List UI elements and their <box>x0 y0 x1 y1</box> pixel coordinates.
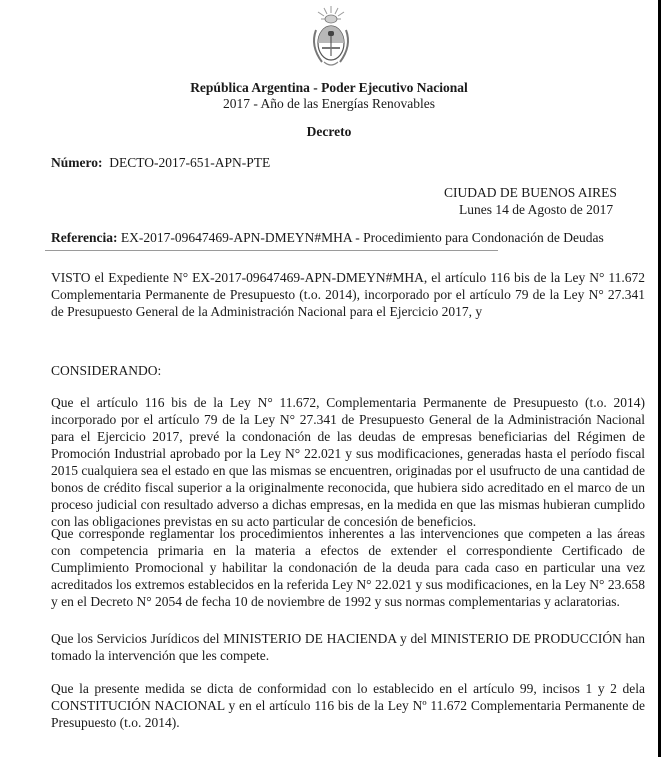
considerando-heading: CONSIDERANDO: <box>51 363 162 378</box>
city: CIUDAD DE BUENOS AIRES <box>444 185 617 200</box>
document-date: Lunes 14 de Agosto de 2017 <box>459 202 614 217</box>
referencia-value: EX-2017-09647469-APN-DMEYN#MHA - Procedimiento para Condonación de Deudas <box>120 230 604 245</box>
considerando-paragraph: Que los Servicios Jurídicos del MINISTERIO DE HACIENDA y del MINISTERIO DE PRODUCCIÓN han tomado la intervención que les compete. <box>51 631 645 663</box>
referencia-label: Referencia: <box>51 230 118 245</box>
considerando-paragraph: Que la presente medida se dicta de conformidad con lo establecido en el artículo 99, incisos 1 y 2 dela CONSTITUCIÓN NACIONAL y en el artículo 116 bis de la Ley Nº 11.672 Complementaria Permanente de Presupuesto (t.o. 2014). <box>51 681 645 730</box>
header-title: República Argentina - Poder Ejecutivo Nacional <box>190 80 468 95</box>
numero-value: DECTO-2017-651-APN-PTE <box>109 155 271 170</box>
argentina-coat-of-arms-icon <box>308 4 354 70</box>
visto-paragraph: VISTO el Expediente N° EX-2017-09647469-APN-DMEYN#MHA, el artículo 116 bis de la Ley N° 11.672 Complementaria Permanente de Presupuesto (t.o. 2014), incorporado por el artículo 79 de la Ley N° 27.341 de Presupuesto General de la Administración Nacional para el Ejercicio 2017, y <box>51 270 645 319</box>
document-number <box>51 155 270 171</box>
document-type: Decreto <box>306 124 352 139</box>
considerando-paragraph: Que corresponde reglamentar los procedimientos inherentes a las intervenciones que competen a las áreas con competencia primaria en la materia a efectos de extender el correspondiente Certificado de Cumplimiento Promocional y habilitar la condonación de la deuda para cada caso en particular una vez acreditados los extremos establecidos en la referida Ley N° 22.021 y sus modificaciones, en la Ley N° 23.658 y en el Decreto N° 2054 de fecha 10 de noviembre de 1992 y sus normas complementarias y aclaratorias. <box>51 526 645 609</box>
divider <box>45 250 498 251</box>
referencia <box>51 230 604 246</box>
numero-label: Número: <box>51 155 103 170</box>
header-subtitle: 2017 - Año de las Energías Renovables <box>223 96 435 111</box>
considerando-paragraph: Que el artículo 116 bis de la Ley N° 11.672, Complementaria Permanente de Presupuesto (t.o. 2014) incorporado por el artículo 79 de la Ley N° 27.341 de Presupuesto General de la Administración Nacional para el Ejercicio 2017, prevé la condonación de las deudas de empresas beneficiarias del Régimen de Promoción Industrial aprobado por la Ley N° 22.021 y sus modificaciones, generadas hasta el período fiscal 2015 cualquiera sea el estado en que las mismas se encuentren, originadas por el usufructo de una cantidad de bonos de crédito fiscal superior a la originalmente reconocida, que hubiera sido acreditado en el marco de un proceso judicial con resultado adverso a dichas empresas, en la medida en que las mismas hubieran cumplido con las obligaciones previstas en su acto particular de concesión de beneficios. <box>51 395 645 529</box>
